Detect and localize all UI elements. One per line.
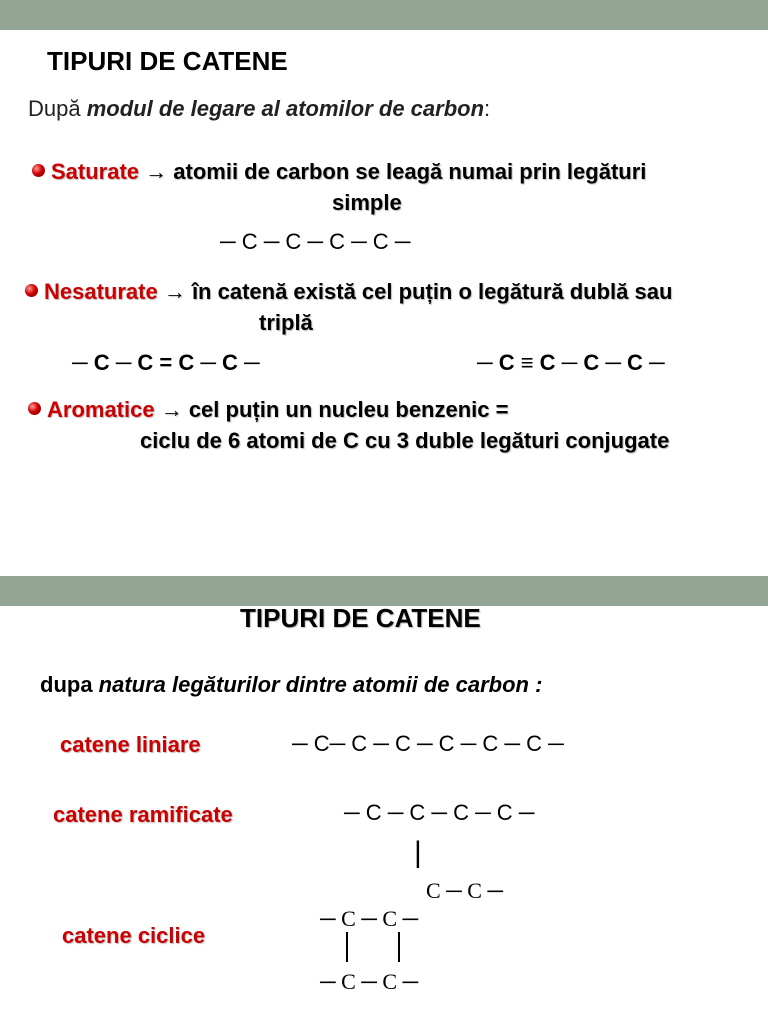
slide-2-title: TIPURI DE CATENE: [240, 603, 481, 633]
catene-ciclice-label: catene ciclice: [62, 923, 206, 948]
catene-liniare-label: catene liniare: [60, 732, 201, 757]
nesaturate-item: [25, 279, 672, 305]
subtitle-prefix: dupa: [40, 672, 99, 697]
slide-1-subtitle: [28, 96, 490, 122]
slide-2-top-bar: [0, 576, 768, 606]
slide-1-top-bar: [0, 0, 768, 30]
nesaturate-text-cont: triplă: [259, 310, 313, 335]
nesaturate-label: Nesaturate: [44, 279, 158, 304]
nesaturate-text: → în catenă există cel puțin o legătură dublă sau: [157, 279, 673, 304]
triple-bond-formula: ─ C ≡ C ─ C ─ C ─: [477, 350, 665, 375]
slide-1-title: TIPURI DE CATENE: [47, 46, 288, 76]
saturate-item: [32, 159, 646, 185]
catene-liniare-formula: ─ C─ C ─ C ─ C ─ C ─ C ─: [292, 731, 564, 756]
catene-ramificate-branch: C ─ C ─: [426, 878, 504, 903]
branch-bond: |: [414, 836, 422, 869]
ring-bond-right: [398, 932, 400, 962]
subtitle-prefix: După: [28, 96, 87, 121]
bullet-icon: [32, 164, 45, 177]
aromatice-text-cont: ciclu de 6 atomi de C cu 3 duble legături conjugate: [140, 428, 670, 453]
catene-ramificate-label: catene ramificate: [53, 802, 233, 827]
bullet-icon: [28, 402, 41, 415]
subtitle-emphasis: natura legăturilor dintre atomii de carbon :: [98, 672, 543, 697]
aromatice-text: → cel puțin un nucleu benzenic =: [154, 397, 509, 422]
catene-ramificate-main: ─ C ─ C ─ C ─ C ─: [344, 800, 535, 825]
saturate-formula: ─ C ─ C ─ C ─ C ─: [220, 229, 411, 254]
aromatice-item: [28, 397, 508, 423]
slide-2-subtitle: [40, 672, 542, 698]
bullet-icon: [25, 284, 38, 297]
slide-gap: [0, 560, 768, 576]
ring-bond-left: [346, 932, 348, 962]
aromatice-label: Aromatice: [47, 397, 155, 422]
slide-2: [0, 576, 768, 1024]
ciclice-top-row: ─ C ─ C ─: [320, 906, 419, 931]
subtitle-suffix: :: [484, 96, 491, 121]
double-bond-formula: ─ C ─ C = C ─ C ─: [72, 350, 260, 375]
saturate-text: → atomii de carbon se leagă numai prin legături: [139, 159, 647, 184]
ciclice-bottom-row: ─ C ─ C ─: [320, 969, 419, 994]
subtitle-emphasis: modul de legare al atomilor de carbon: [86, 96, 485, 121]
saturate-text-cont: simple: [332, 190, 402, 215]
saturate-label: Saturate: [51, 159, 140, 184]
